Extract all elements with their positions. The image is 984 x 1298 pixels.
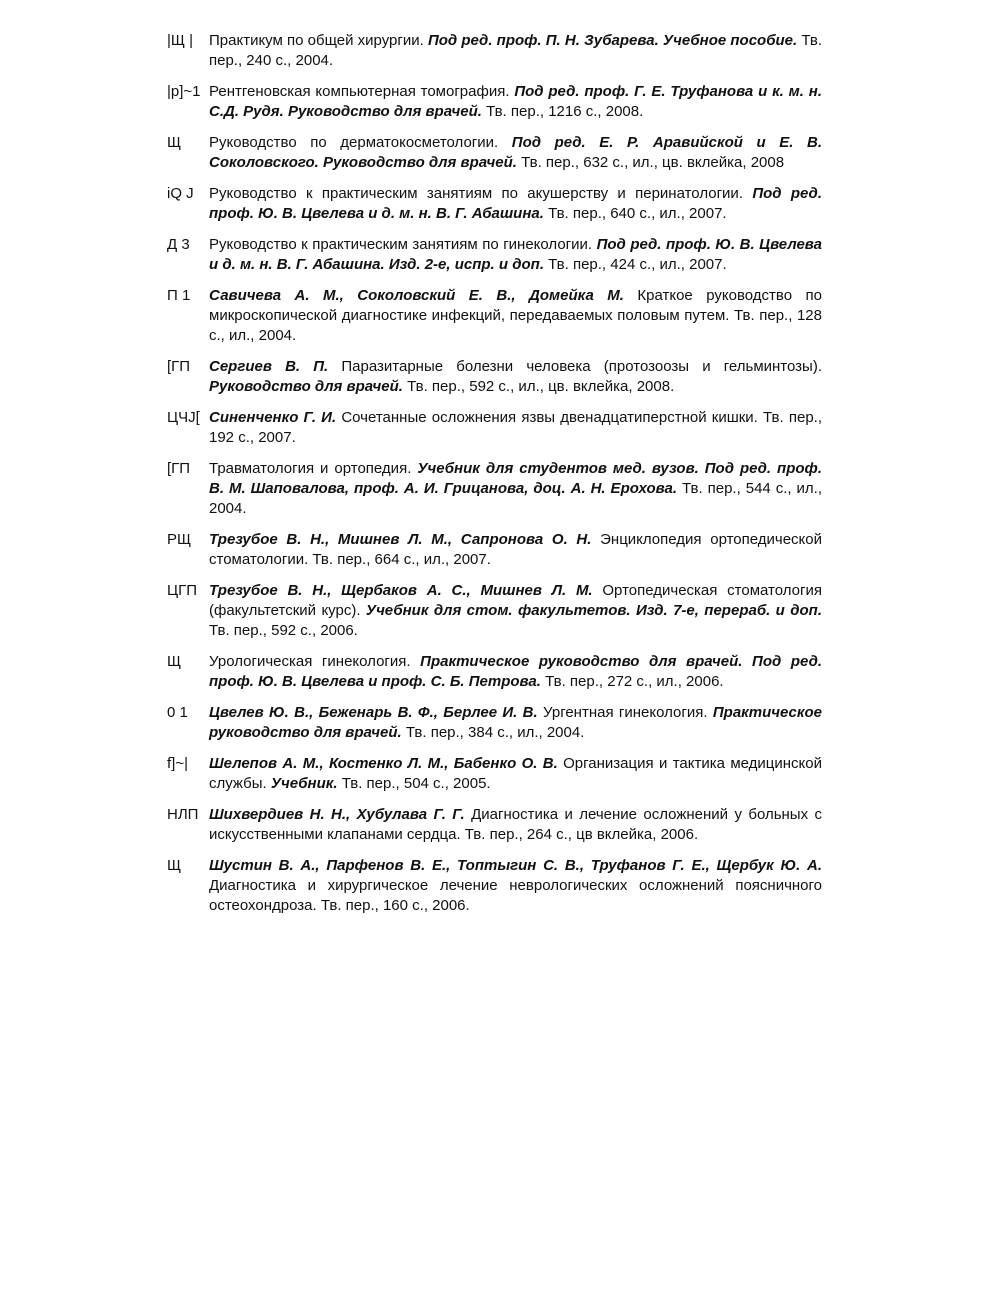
entry-plain: Практикум по общей хирургии. bbox=[209, 32, 428, 49]
entry-emphasis: Под ред. проф. П. Н. Зубарева. Учебное пособие. bbox=[427, 32, 798, 49]
entry-plain: Тв. пер., 640 с., ил., 2007. bbox=[543, 205, 727, 222]
entry-text bbox=[209, 82, 822, 122]
bibliography-entry bbox=[167, 459, 822, 519]
entry-emphasis: Учебник для студентов мед. вузов. Под ред. проф. В. М. Шаповалова, проф. А. И. Грицанова, доц. А. Н. Ерохова. bbox=[209, 460, 822, 497]
bibliography-entry bbox=[167, 235, 822, 275]
entry-plain: Тв. пер., 504 с., 2005. bbox=[337, 775, 491, 792]
bibliography-entry bbox=[167, 133, 822, 173]
bibliography-entry bbox=[167, 357, 822, 397]
entry-plain: Диагностика и хирургическое лечение неврологических осложнений поясничного остеохондроза. Тв. пер., 160 с., 2006. bbox=[209, 877, 822, 914]
bibliography-entry bbox=[167, 408, 822, 448]
entry-text bbox=[209, 856, 822, 916]
entry-plain: Энциклопедия ортопедической стоматологии. Тв. пер., 664 с., ил., 2007. bbox=[209, 531, 823, 568]
bibliography-entry bbox=[167, 856, 822, 916]
entry-marker: Д 3 bbox=[167, 236, 190, 253]
entry-marker: ЦЧЈ[ bbox=[167, 409, 200, 426]
entry-plain: Тв. пер., 1216 с., 2008. bbox=[481, 103, 644, 120]
entry-emphasis: Руководство для врачей. bbox=[209, 378, 403, 395]
entry-marker: П 1 bbox=[167, 287, 191, 304]
entry-plain: Организация и тактика медицинской службы. bbox=[209, 755, 822, 792]
entry-plain: Травматология и ортопедия. bbox=[209, 460, 418, 477]
entry-text bbox=[209, 357, 822, 397]
entry-plain: Урологическая гинекология. bbox=[209, 653, 421, 670]
entry-emphasis: Савичева А. М., Соколовский Е. В., Домейка М. bbox=[209, 287, 624, 304]
entry-text bbox=[209, 184, 822, 224]
entry-plain: Ортопедическая стоматология (факультетский курс). bbox=[209, 582, 822, 619]
entry-marker: НЛП bbox=[167, 806, 199, 823]
bibliography-entry bbox=[167, 286, 822, 346]
bibliography-entry bbox=[167, 31, 822, 71]
entry-marker: [ГП bbox=[167, 460, 191, 477]
entry-marker: |р]~1 bbox=[167, 83, 201, 100]
entry-text bbox=[209, 754, 822, 794]
entry-text bbox=[209, 133, 822, 173]
entry-emphasis: Под ред. проф. Ю. В. Цвелева и д. м. н. В. Г. Абашина. Изд. 2-е, испр. и доп. bbox=[209, 236, 823, 273]
entry-plain: Руководство по дерматокосметологии. bbox=[209, 134, 512, 151]
entry-marker: iQ J bbox=[167, 185, 194, 202]
entry-emphasis: Под ред. проф. Г. Е. Труфанова и к. м. н. С.Д. Рудя. Руководство для врачей. bbox=[209, 83, 822, 120]
entry-emphasis: Шустин В. А., Парфенов В. Е., Топтыгин С. В., Труфанов Г. Е., Щербук Ю. А. bbox=[209, 857, 822, 874]
entry-plain: Руководство к практическим занятиям по гинекологии. bbox=[209, 236, 597, 253]
entry-marker: Щ bbox=[167, 134, 182, 151]
entry-plain: Краткое руководство по микроскопической диагностике инфекций, передаваемых половым путем. Тв. пер., 128 с., ил., 2004. bbox=[209, 287, 822, 344]
entry-emphasis: Под ред. Е. Р. Аравийской и Е. В. Соколовского. Руководство для врачей. bbox=[209, 134, 822, 171]
entry-marker: Щ bbox=[167, 857, 182, 874]
bibliography-list bbox=[167, 31, 822, 927]
entry-marker: [ГП bbox=[167, 358, 191, 375]
bibliography-entry bbox=[167, 754, 822, 794]
entry-text bbox=[209, 652, 822, 692]
entry-plain: Рентгеновская компьютерная томография. bbox=[209, 83, 515, 100]
entry-plain: Тв. пер., 592 с., 2006. bbox=[209, 622, 358, 639]
entry-marker: РЩ bbox=[167, 531, 192, 548]
entry-emphasis: Учебник для стом. факультетов. Изд. 7-е, перераб. и доп. bbox=[365, 602, 822, 619]
entry-text bbox=[209, 31, 822, 71]
entry-marker: f]~| bbox=[167, 755, 188, 772]
entry-emphasis: Цвелев Ю. В., Беженарь В. Ф., Берлее И. В. bbox=[209, 704, 538, 721]
entry-plain: Руководство к практическим занятиям по акушерству и перинатологии. bbox=[209, 185, 753, 202]
entry-plain: Тв. пер., 240 с., 2004. bbox=[209, 32, 823, 69]
bibliography-entry bbox=[167, 581, 822, 641]
bibliography-entry bbox=[167, 652, 822, 692]
entry-emphasis: Трезубое В. Н., Щербаков А. С., Мишнев Л. М. bbox=[209, 582, 593, 599]
bibliography-entry bbox=[167, 184, 822, 224]
entry-emphasis: Синенченко Г. И. bbox=[209, 409, 337, 426]
entry-text bbox=[209, 703, 822, 743]
entry-emphasis: Трезубое В. Н., Мишнев Л. М., Сапронова О. Н. bbox=[209, 531, 592, 548]
entry-plain: Ургентная гинекология. bbox=[537, 704, 713, 721]
bibliography-entry bbox=[167, 530, 822, 570]
entry-text bbox=[209, 408, 822, 448]
entry-emphasis: Учебник. bbox=[270, 775, 338, 792]
entry-plain: Тв. пер., 592 с., ил., цв. вклейка, 2008. bbox=[402, 378, 675, 395]
entry-emphasis: Сергиев В. П. bbox=[209, 358, 329, 375]
entry-emphasis: Практическое руководство для врачей. bbox=[209, 704, 822, 741]
entry-plain: Паразитарные болезни человека (протозоозы и гельминтозы). bbox=[328, 358, 822, 375]
entry-text bbox=[209, 286, 822, 346]
entry-text bbox=[209, 805, 822, 845]
entry-text bbox=[209, 530, 822, 570]
entry-plain: Тв. пер., 424 с., ил., 2007. bbox=[543, 256, 727, 273]
entry-text bbox=[209, 581, 822, 641]
entry-emphasis: Под ред. проф. Ю. В. Цвелева и д. м. н. В. Г. Абашина. bbox=[209, 185, 822, 222]
entry-emphasis: Практическое руководство для врачей. Под ред. проф. Ю. В. Цвелева и проф. С. Б. Петрова. bbox=[209, 653, 823, 690]
entry-plain: Тв. пер., 632 с., ил., цв. вклейка, 2008 bbox=[516, 154, 785, 171]
entry-marker: 0 1 bbox=[167, 704, 188, 721]
entry-emphasis: Шелепов А. М., Костенко Л. М., Бабенко О. В. bbox=[209, 755, 558, 772]
entry-marker: |Щ | bbox=[167, 32, 194, 49]
entry-plain: Тв. пер., 272 с., ил., 2006. bbox=[540, 673, 724, 690]
entry-emphasis: Шихвердиев Н. Н., Хубулава Г. Г. bbox=[209, 806, 465, 823]
entry-marker: Щ bbox=[167, 653, 182, 670]
bibliography-entry bbox=[167, 703, 822, 743]
entry-plain: Тв. пер., 384 с., ил., 2004. bbox=[401, 724, 585, 741]
entry-plain: Диагностика и лечение осложнений у больных с искусственными клапанами сердца. Тв. пер., 264 с., цв вклейка, 2006. bbox=[209, 806, 822, 843]
entry-marker: ЦГП bbox=[167, 582, 197, 599]
entry-text bbox=[209, 459, 822, 519]
entry-text bbox=[209, 235, 822, 275]
entry-plain: Сочетанные осложнения язвы двенадцатиперстной кишки. Тв. пер., 192 с., 2007. bbox=[209, 409, 823, 446]
entry-plain: Тв. пер., 544 с., ил., 2004. bbox=[209, 480, 823, 517]
bibliography-entry bbox=[167, 805, 822, 845]
bibliography-entry bbox=[167, 82, 822, 122]
